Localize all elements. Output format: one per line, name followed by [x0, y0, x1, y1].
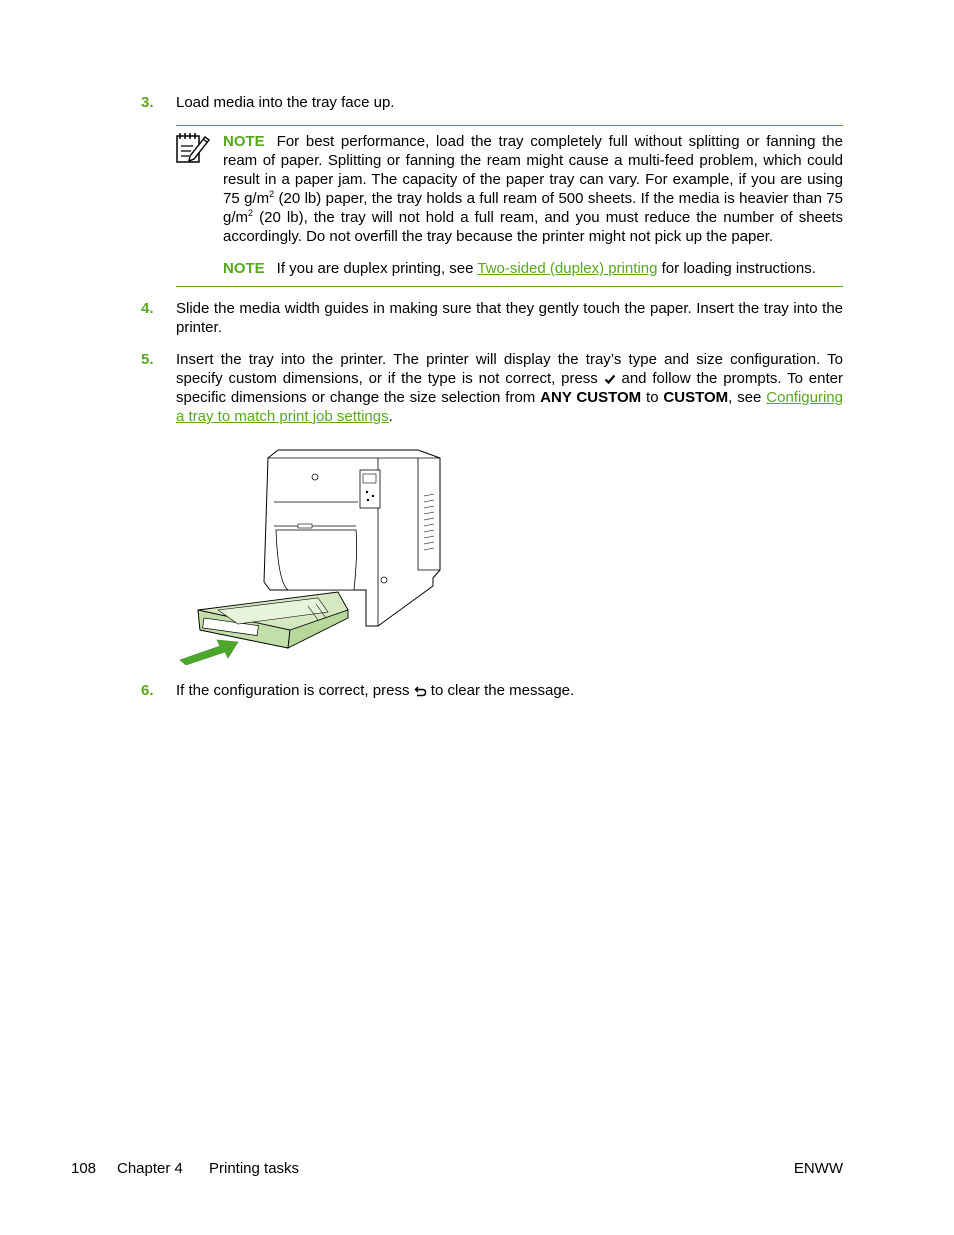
step-5: [141, 350, 843, 426]
step-text: Load media into the tray face up.: [176, 94, 395, 111]
configuring-tray-link[interactable]: Configuring a tray to match print job settings: [176, 389, 843, 425]
step-number: 6.: [141, 682, 154, 699]
footer-chapter: Chapter 4: [117, 1160, 183, 1177]
note-text: If you are duplex printing, see: [276, 260, 474, 277]
note-label: NOTE: [223, 133, 265, 150]
footer-section: Printing tasks: [209, 1160, 300, 1177]
step-6: [141, 681, 843, 700]
step-4: [141, 299, 843, 337]
step-text-b: to clear the message.: [430, 682, 575, 699]
note-label: NOTE: [223, 260, 265, 277]
step-number: 5.: [141, 351, 154, 368]
footer-page-number: 108: [71, 1160, 97, 1177]
printer-tray-illustration: [178, 440, 446, 665]
back-arrow-icon: [414, 685, 427, 697]
bold-term: CUSTOM: [663, 389, 729, 406]
step-number: 3.: [141, 94, 154, 111]
note-paragraph: [223, 132, 843, 246]
step-text-d: , see: [728, 389, 762, 406]
footer-enww: ENWW: [793, 1160, 843, 1177]
step-text: [176, 350, 843, 426]
note-pencil-icon: [176, 130, 210, 166]
checkmark-icon: [604, 373, 616, 385]
note-text: for loading instructions.: [661, 260, 816, 277]
step-text-e: .: [388, 408, 393, 425]
note-text-2: (20 lb) paper, the tray holds a full ream of 500 sheets. If the media is heavier than 75 g/m: [223, 190, 843, 226]
step-text: Slide the media width guides in making sure that they gently touch the paper. Insert the tray into the printer.: [176, 300, 843, 336]
step-text-a: Insert the tray into the printer. The printer will display the tray’s type and size configuration. To specify custom dimensions, or if the type is not correct, press: [176, 351, 843, 387]
step-number: 4.: [141, 300, 154, 317]
superscript: 2: [269, 189, 275, 199]
note-box: [176, 125, 843, 287]
step-3: [141, 93, 843, 112]
superscript: 2: [248, 208, 254, 218]
note-paragraph: [223, 259, 843, 278]
duplex-printing-link[interactable]: Two-sided (duplex) printing: [477, 260, 658, 277]
note-text-3: (20 lb), the tray will not hold a full ream, and you must reduce the number of sheets accordingly. Do not overfill the tray because the printer might not pick up the paper.: [223, 209, 843, 245]
note-text-1: For best performance, load the tray completely full without splitting or fanning the ream of paper. Splitting or fanning the ream might cause a multi-feed problem, which could result in a paper jam. The capacity of the paper tray can vary. For example, if you are using 75 g/m: [223, 133, 843, 207]
step-text-b: and follow the prompts. To enter specific dimensions or change the size selection from: [176, 370, 844, 406]
step-text: [176, 681, 843, 700]
bold-term: ANY CUSTOM: [540, 389, 642, 406]
step-text-a: If the configuration is correct, press: [176, 682, 410, 699]
step-text-c: to: [646, 389, 659, 406]
